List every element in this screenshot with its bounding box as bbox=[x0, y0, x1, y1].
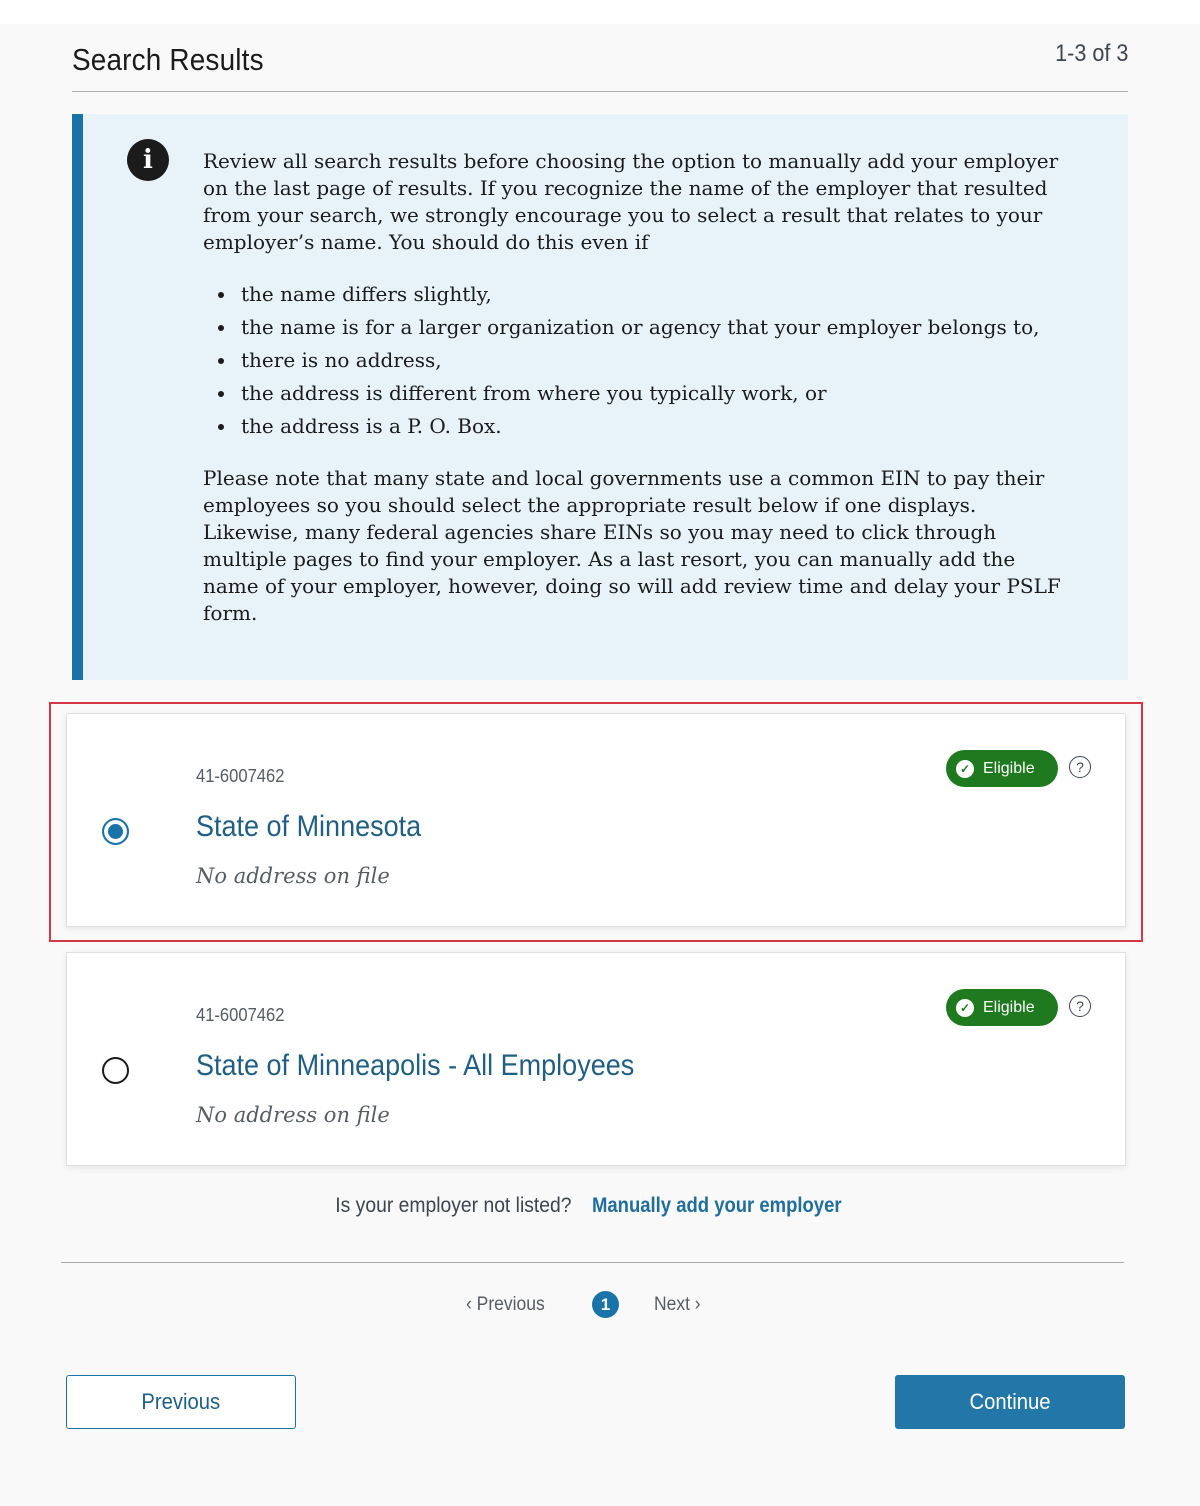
chevron-left-icon: ‹ bbox=[466, 1294, 477, 1315]
result-card[interactable] bbox=[66, 952, 1126, 1166]
eligible-badge bbox=[946, 750, 1058, 787]
info-bullet: • the name is for a larger organization or agency that your employer belongs to, bbox=[237, 311, 1073, 344]
manually-add-employer-link[interactable]: Manually add your employer bbox=[591, 1194, 842, 1217]
help-icon[interactable]: ? bbox=[1069, 756, 1091, 778]
top-band bbox=[0, 0, 1200, 24]
result-ein: 41-6007462 bbox=[196, 1005, 285, 1025]
result-ein: 41-6007462 bbox=[196, 766, 285, 786]
info-text bbox=[203, 148, 1073, 627]
pagination-previous[interactable] bbox=[466, 1294, 545, 1316]
info-icon: i bbox=[127, 139, 169, 181]
pagination-next[interactable] bbox=[654, 1294, 701, 1316]
info-alert bbox=[72, 114, 1128, 680]
info-bullet: • the name differs slightly, bbox=[237, 278, 1073, 311]
result-card[interactable] bbox=[66, 713, 1126, 927]
info-note: Please note that many state and local governments use a common EIN to pay their employees so you should select the appropriate result below if one displays. Likewise, many federal agencies share EINs so you may need to click through multiple pages to find your employer. As a last resort, you can manually add the name of your employer, however, doing so will add review time and delay your PSLF form. bbox=[203, 466, 1061, 625]
eligible-badge bbox=[946, 989, 1058, 1026]
continue-button-label: Continue bbox=[969, 1389, 1051, 1414]
divider bbox=[61, 1262, 1124, 1263]
help-icon[interactable]: ? bbox=[1069, 995, 1091, 1017]
result-employer-name[interactable]: State of Minnesota bbox=[196, 810, 422, 843]
info-bullet: • there is no address, bbox=[237, 344, 1073, 377]
result-employer-name[interactable]: State of Minneapolis - All Employees bbox=[196, 1049, 635, 1082]
result-radio[interactable] bbox=[102, 1057, 129, 1084]
pagination-next-label: Next bbox=[654, 1294, 690, 1315]
check-icon: ✓ bbox=[956, 760, 974, 778]
not-listed-question: Is your employer not listed? bbox=[335, 1194, 572, 1217]
badge-label: Eligible bbox=[983, 998, 1035, 1016]
pagination-current-page[interactable]: 1 bbox=[592, 1291, 619, 1318]
previous-button[interactable] bbox=[66, 1375, 296, 1429]
pagination-previous-label: Previous bbox=[476, 1294, 545, 1315]
info-bullet: • the address is a P. O. Box. bbox=[237, 410, 1073, 443]
employer-not-listed bbox=[0, 1194, 1200, 1218]
info-intro: Review all search results before choosing the option to manually add your employer on the last page of results. If you recognize the name of the employer that resulted from your search, we strongly encourage you to select a result that relates to your employer’s name. You should do this even if bbox=[203, 149, 1059, 254]
badge-label: Eligible bbox=[983, 759, 1035, 777]
page-title: Search Results bbox=[72, 42, 264, 77]
info-bullet: • the address is different from where you typically work, or bbox=[237, 377, 1073, 410]
result-address: No address on file bbox=[196, 1103, 390, 1127]
previous-button-label: Previous bbox=[141, 1389, 221, 1414]
info-bullet-list bbox=[237, 278, 1073, 443]
result-address: No address on file bbox=[196, 864, 390, 888]
check-icon: ✓ bbox=[956, 999, 974, 1017]
result-radio-selected[interactable] bbox=[102, 818, 129, 845]
result-count: 1-3 of 3 bbox=[1054, 40, 1128, 67]
chevron-right-icon: › bbox=[689, 1294, 701, 1315]
pagination bbox=[0, 1290, 1200, 1322]
results-header bbox=[72, 40, 1128, 92]
continue-button[interactable] bbox=[895, 1375, 1125, 1429]
